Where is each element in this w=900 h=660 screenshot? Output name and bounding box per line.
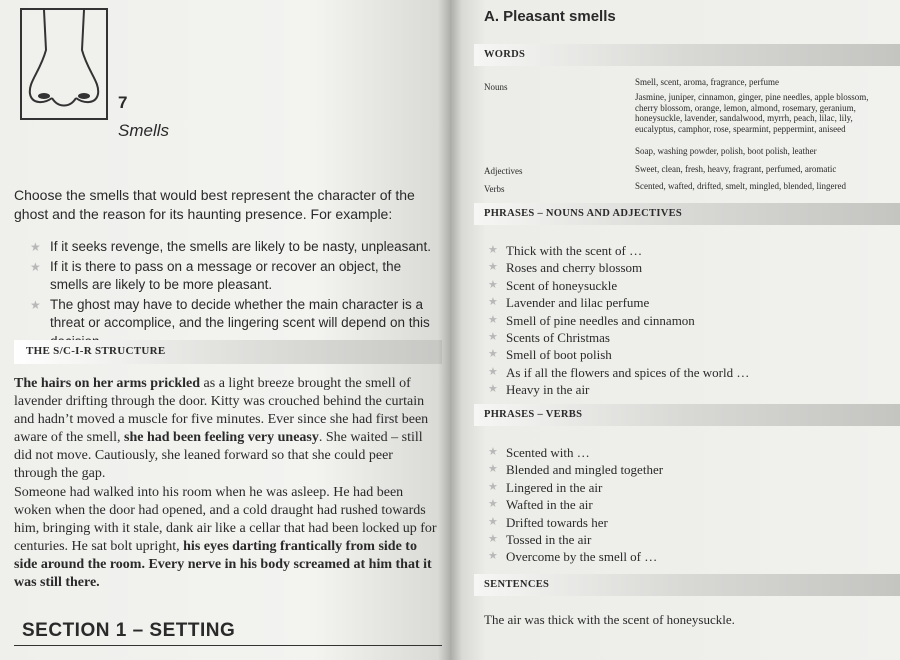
phrase-text: Drifted towards her (506, 514, 608, 530)
star-bullet-icon: ★ (488, 550, 498, 563)
phrase-text: Wafted in the air (506, 497, 593, 513)
list-item (488, 381, 888, 398)
phrase-text: Scent of honeysuckle (506, 277, 618, 293)
verbs-list: Scented, wafted, drifted, smelt, mingled, blended, lingered (635, 181, 846, 191)
nouns-line-2: Jasmine, juniper, cinnamon, ginger, pine needles, apple blossom, cherry blossom, orange, lemon, almond, rosemary, geranium, honeysuckle, lavender, sandalwood, myrrh, peach, lilac, lily, eucalyptus, camphor, rose, spearmint, peppermint, aniseed (635, 92, 869, 134)
chapter-number: 7 (118, 93, 128, 112)
adjectives-label: Adjectives (484, 166, 523, 176)
para1-bold-1: The hairs on her arms prickled (14, 376, 201, 391)
phrases-nouns-list (488, 242, 888, 399)
words-heading: WORDS (484, 49, 526, 60)
para1-bold-2: she had been feeling very uneasy (124, 430, 319, 445)
bullet-text: The ghost may have to decide whether the main character is a threat or accomplice, and the lingering scent will depend on this (50, 296, 430, 330)
phrase-text: Blended and mingled together (506, 462, 664, 478)
star-bullet-icon: ★ (30, 297, 41, 312)
bullet-text: If it seeks revenge, the smells are likely to be nasty, unpleasant. (50, 239, 431, 254)
bullet-text: If it is there to pass on a message or recover an object, the smells are likely to be more pleasant. (50, 258, 402, 292)
list-item (488, 548, 888, 565)
para2-bold-1: his eyes darting frantically from side to side around the room. Every nerve in his body screamed at him that it was still there. (14, 539, 432, 590)
list-item (488, 346, 888, 363)
structure-heading: THE S/C-I-R STRUCTURE (26, 345, 166, 357)
bullet-item (30, 258, 440, 295)
list-item (488, 294, 888, 311)
list-item (488, 531, 888, 548)
section-heading: SECTION 1 – SETTING (22, 620, 236, 641)
star-bullet-icon: ★ (488, 533, 498, 546)
phrase-text: Roses and cherry blossom (506, 260, 643, 276)
phrase-text: Thick with the scent of … (506, 243, 643, 258)
list-item (488, 364, 888, 381)
example-paragraph-2 (14, 484, 439, 592)
adjectives-list: Sweet, clean, fresh, heavy, fragrant, perfumed, aromatic (635, 164, 837, 174)
book-gutter (438, 0, 462, 660)
structure-heading-band (14, 340, 442, 364)
phrases-verbs-heading-band (474, 404, 900, 426)
phrase-text: Heavy in the air (506, 382, 590, 398)
star-bullet-icon: ★ (488, 331, 498, 344)
chapter-title: Smells (118, 121, 170, 140)
list-item (488, 312, 888, 329)
nose-icon (20, 8, 108, 120)
para1-text-1: as a light breeze brought the smell of lavender drifting through the door. Kitty was crouched behind the curtain and hadn’t moved a muscle for five minutes. Ever since she had first been aware of the smell, (14, 376, 429, 445)
bullet-item (30, 238, 440, 257)
example-sentence: The air was thick with the scent of honeysuckle. (484, 612, 735, 627)
list-item (488, 444, 888, 461)
star-bullet-icon: ★ (488, 383, 498, 396)
sentences-heading: SENTENCES (484, 579, 550, 590)
para1-text-2: . She waited – still did not move. Cautiously, she leaned forward so that she could peer through the gap. (14, 430, 423, 481)
list-item (488, 329, 888, 346)
para2-text-1: Someone had walked into his room when he was asleep. He had been woken when the door had opened, and a cold draught had rushed towards him, bringing with it stale, dank air like a cellar that had been locked up for centuries. He sat bolt upright, (14, 485, 437, 554)
phrase-text: Lavender and lilac perfume (506, 295, 650, 311)
phrase-text: As if all the flowers and spices of the world … (506, 364, 750, 380)
star-bullet-icon: ★ (488, 348, 498, 361)
sentences-heading-band (474, 574, 900, 596)
example-bullets (30, 238, 440, 352)
verbs-label: Verbs (484, 184, 505, 194)
phrases-verbs-heading: PHRASES – VERBS (484, 409, 583, 420)
words-heading-band (474, 44, 900, 66)
list-item (488, 242, 888, 259)
nouns-line-1: Smell, scent, aroma, fragrance, perfume (635, 77, 779, 87)
phrase-text: Tossed in the air (506, 532, 592, 548)
star-bullet-icon: ★ (30, 240, 41, 254)
intro-text: Choose the smells that would best represent the character of the ghost and the reason for its haunting presence. For example: (14, 187, 415, 222)
star-bullet-icon: ★ (488, 515, 498, 528)
star-bullet-icon: ★ (488, 244, 498, 256)
star-bullet-icon: ★ (488, 261, 498, 274)
star-bullet-icon: ★ (488, 463, 498, 476)
star-bullet-icon: ★ (488, 446, 498, 458)
star-bullet-icon: ★ (488, 498, 498, 511)
phrase-text: Smell of boot polish (506, 347, 612, 363)
star-bullet-icon: ★ (488, 365, 498, 378)
section-rule (14, 645, 442, 646)
phrase-text: Overcome by the smell of … (506, 549, 658, 565)
nouns-label: Nouns (484, 82, 508, 92)
list-item (488, 479, 888, 496)
phrase-text: Scented with … (506, 445, 590, 460)
right-page-heading: A. Pleasant smells (484, 8, 616, 25)
phrase-text: Scents of Christmas (506, 330, 610, 346)
phrases-verbs-list (488, 444, 888, 566)
list-item (488, 514, 888, 531)
list-item (488, 461, 888, 478)
list-item (488, 259, 888, 276)
phrases-nouns-heading: PHRASES – NOUNS AND ADJECTIVES (484, 208, 683, 219)
star-bullet-icon: ★ (488, 296, 498, 309)
star-bullet-icon: ★ (30, 259, 41, 274)
list-item (488, 496, 888, 513)
star-bullet-icon: ★ (488, 313, 498, 326)
phrases-nouns-heading-band (474, 203, 900, 225)
example-paragraph-1 (14, 375, 439, 483)
right-page (450, 0, 900, 660)
phrase-text: Smell of pine needles and cinnamon (506, 312, 695, 328)
nouns-line-3: Soap, washing powder, polish, boot polish, leather (635, 146, 817, 156)
list-item (488, 277, 888, 294)
phrase-text: Lingered in the air (506, 479, 603, 495)
star-bullet-icon: ★ (488, 278, 498, 291)
star-bullet-icon: ★ (488, 480, 498, 493)
